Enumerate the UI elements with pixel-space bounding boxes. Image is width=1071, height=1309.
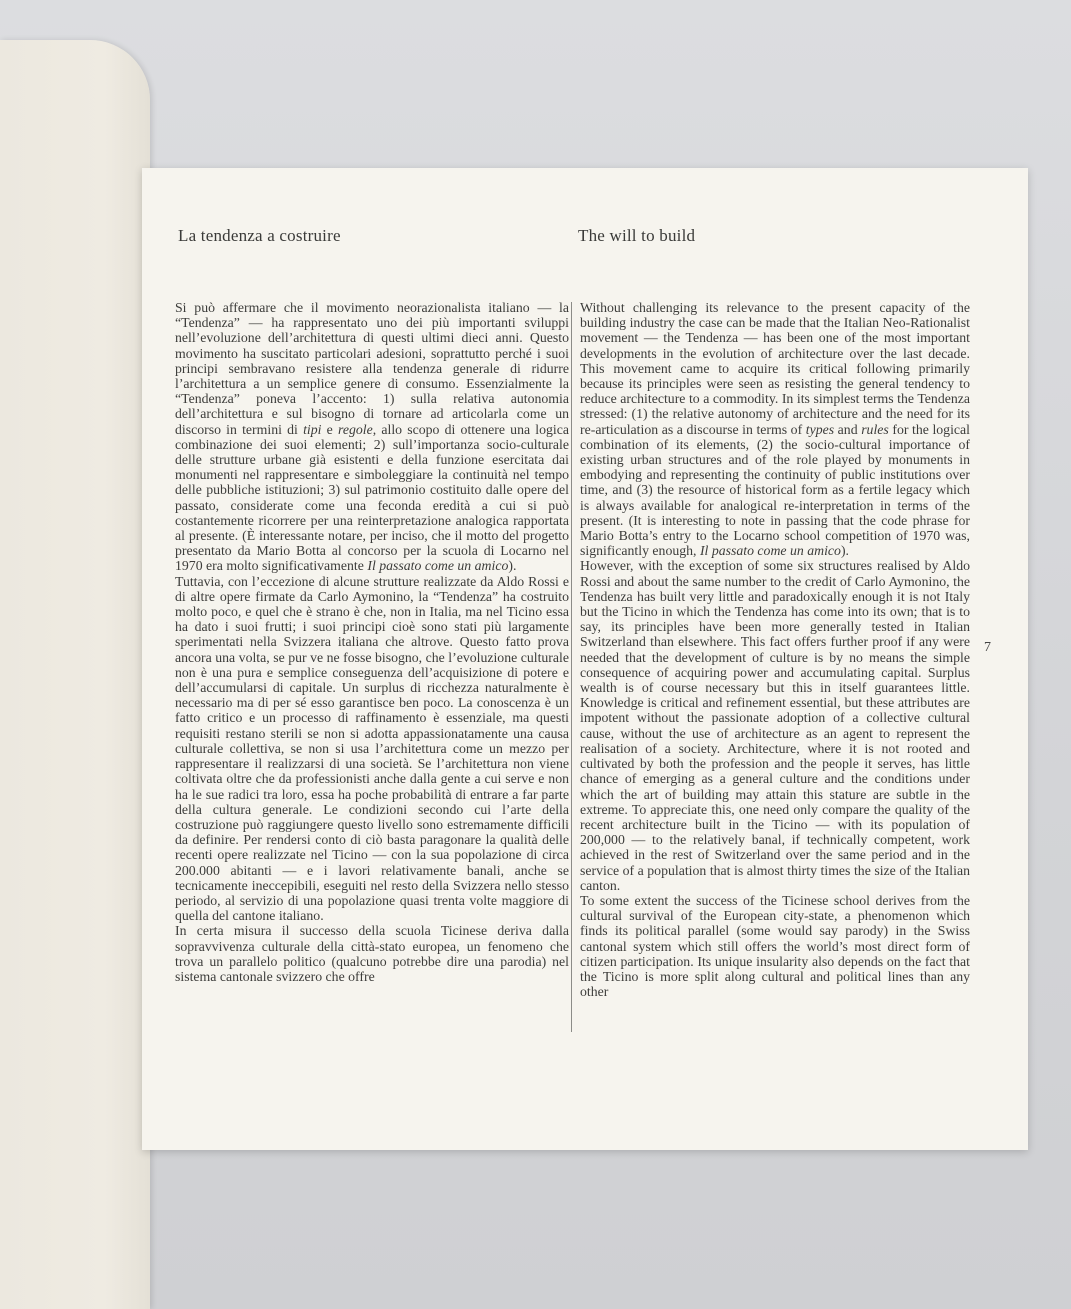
text-run: , allo scopo di ottenere una logica combinazione dei suoi elementi; 2) sull’importanza socio-culturale delle strutture urbane già esistenti e della funzione esercitata dai monumenti nel rappresentare e simboleggiare la continuità nel tempo delle pubbliche istituzioni; 3) sul patrimonio costituito dalle opere del passato, considerate come una feconda eredità a cui si può costantemente ricorrere per una reinterpretazione analogica rapportata al presente. (È interessante notare, per inciso, che il motto del progetto presentato da Mario Botta al concorso per la scuola di Locarno nel 1970 era molto significativamente — [175, 421, 569, 574]
italic-motto: Il passato come un amico — [699, 543, 841, 559]
text-run: Si può affermare che il movimento neorazionalista italiano — la “Tendenza” — ha rappresentato uno dei più importanti sviluppi nell’evoluzione dell’architettura di questi ultimi dieci anni. Questo movimento ha suscitato particolari adesioni, soprattutto perché i suoi principi sembravano resistere alla tendenza generale di ridurre l’architettura a un semplice genere di consumo. Essenzialmente la “Tendenza” poneva l’accento: 1) sulla relativa autonomia dell’architettura e sul bisogno di tornare ad articolarla come un discorso in termini di — [175, 300, 569, 437]
text-run: e — [321, 421, 338, 437]
english-paragraph-3: To some extent the success of the Ticinese school derives from the cultural survival of the European city-state, a phenomenon which finds its political parallel (some would say parody) in the Swiss cantonal system which still offers the world’s most direct form of citizen participation. Its unique insularity also depends on the fact that the Ticino is more split along cultural and political lines than any other — [580, 892, 970, 1000]
italian-heading: La tendenza a costruire — [178, 226, 341, 245]
text-run: and — [834, 421, 862, 437]
english-paragraph-2: However, with the exception of some six structures realised by Aldo Rossi and about the same number to the credit of Carlo Aymonino, the Tendenza has built very little and paradoxically enough it is not Italy but the Ticino in which the Tendenza has come into its own; that is to say, its principles have been more generally tested in Italian Switzerland than elsewhere. This fact offers further proof if any were needed that the development of culture is by no means the simple consequence of acquiring power and accumulating capital. Surplus wealth is of course necessary but this in itself guarantees little. Knowledge is critical and refinement essential, but these attributes are impotent without the passionate adoption of a collective cultural cause, without the use of architecture as an agent to represent the realisation of a society. Architecture, where it is not rooted and cultivated by both the profession and the people it serves, has little chance of emerging as a general culture and the conditions under which the art of building may attain this stature are subtle in the extreme. To appreciate this, one need only compare the quality of the recent architecture built in the Ticino — with its population of 200,000 — to the relatively banal, if technically competent, work achieved in the rest of Switzerland over the same period and in the service of a population that is almost thirty times the size of the Italian canton. — [580, 558, 970, 893]
english-heading: The will to build — [578, 226, 696, 245]
italian-paragraph-1 — [175, 300, 569, 574]
italian-paragraph-3: In certa misura il successo della scuola Ticinese deriva dalla sopravvivenza culturale della città-stato europea, un fenomeno che trova un parallelo politico (qualcuno potrebbe dire una parodia) nel sistema cantonale svizzero che offre — [175, 923, 569, 984]
italic-term: tipi — [303, 421, 322, 437]
page-number: 7 — [984, 640, 991, 655]
text-run: for the logical combination of its elements, (2) the socio-cultural importance of existing urban structures and of the role played by monuments in embodying and representing the continuity of public institutions over time, and (3) the resource of historical form as a fertile legacy which is always available for analogical re-interpretation in terms of the present. (It is interesting to note in passing that the code phrase for Mario Botta’s entry to the Locarno school competition of 1970 was, significantly enough, — [580, 421, 970, 559]
text-run: Without challenging its relevance to the present capacity of the building industry the case can be made that the Italian Neo-Rationalist movement — the Tendenza — has been one of the most important developments in the evolution of architecture over the last decade. This movement came to acquire its critical following primarily because its principles were seen as resisting the general tendency to reduce architecture to a commodity. In its simplest terms the Tendenza stressed: (1) the relative autonomy of architecture and the need for its re-articulation as a discourse in terms of — [580, 300, 970, 437]
italic-motto: Il passato come un amico — [367, 558, 509, 574]
italic-term: types — [805, 421, 835, 437]
english-column — [580, 300, 970, 999]
italian-column — [175, 300, 569, 984]
column-divider — [571, 302, 572, 1032]
book-page — [142, 168, 1028, 1150]
english-paragraph-1 — [580, 300, 970, 558]
facing-page-edge — [0, 40, 150, 1309]
italic-term: regole — [337, 421, 373, 437]
italian-paragraph-2: Tuttavia, con l’eccezione di alcune strutture realizzate da Aldo Rossi e di altre opere firmate da Carlo Aymonino, la “Tendenza” ha costruito molto poco, e quel che è strano è che, non in Italia, ma nel Ticino essa ha dato i suoi frutti; i suoi principi cioè sono stati più largamente sperimentati nella Svizzera italiana che altrove. Questo fatto prova ancora una volta, se pur ve ne fosse bisogno, che l’evoluzione culturale non è una pura e semplice conseguenza dell’acquisizione di potere e dell’accumularsi di capitale. Un surplus di ricchezza naturalmente è necessario ma di per sé esso garantisce ben poco. La conoscenza è un fatto critico e un processo di raffinamento è essenziale, ma questi requisiti restano sterili se non si adotta appassionatamente una causa culturale collettiva, se non si usa l’architettura come un mezzo per rappresentare il realizzarsi di una società. Se l’architettura non viene coltivata oltre che da professionisti anche dalla gente a cui serve e non ha le sue radici tra loro, essa ha poche probabilità di entrare a far parte della cultura generale. Le condizioni secondo cui l’arte della costruzione può raggiungere questo livello sono estremamente difficili da definire. Per rendersi conto di ciò basta paragonare la qualità delle recenti opere realizzate nel Ticino — con la sua popolazione di circa 200.000 abitanti — e i lavori relativamente banali, anche se tecnicamente ineccepibili, eseguiti nel resto della Svizzera nello stesso periodo, al servizio di una popolazione quasi trenta volte maggiore di quella del cantone italiano. — [175, 573, 569, 924]
text-run: ). — [508, 558, 517, 574]
text-run: ). — [840, 543, 849, 559]
italic-term: rules — [861, 421, 889, 437]
